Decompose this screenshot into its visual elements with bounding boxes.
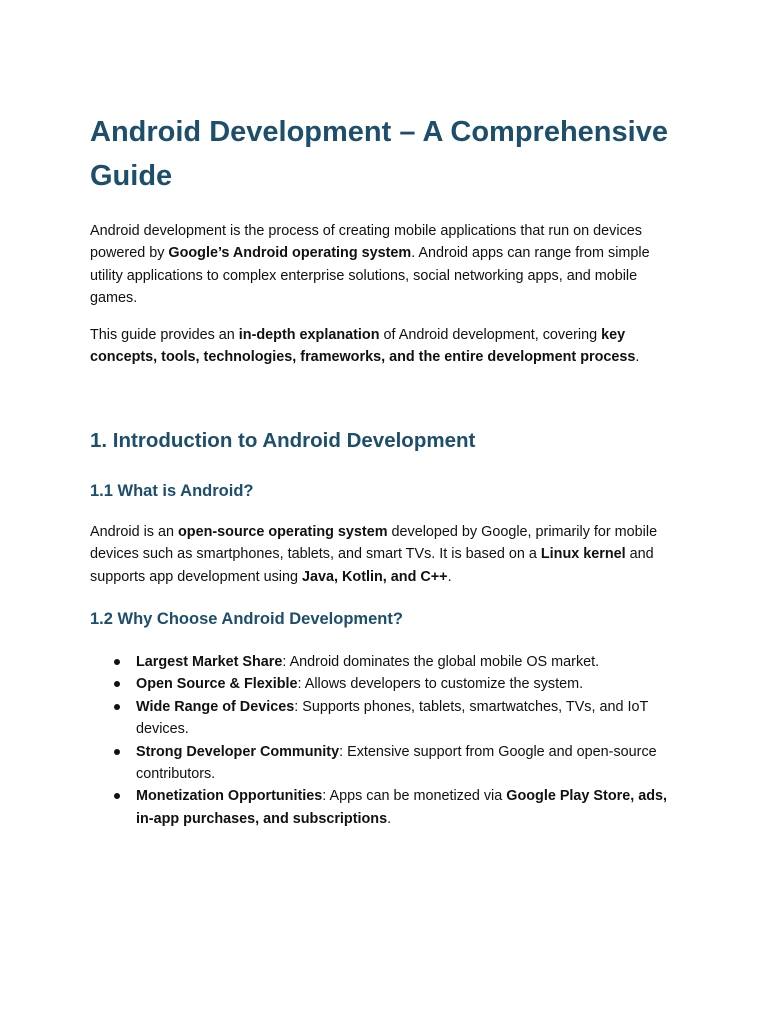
bullet-text: : Android dominates the global mobile OS market. bbox=[282, 654, 600, 670]
what-is-android-bold-1: open-source operating system bbox=[178, 524, 388, 540]
what-is-android-text-2: developed by Google, primarily for mobile devices such as smartphones, tablets, and smart TVs. It is based on a bbox=[90, 524, 658, 563]
list-item bbox=[90, 785, 670, 830]
intro-p1-bold-1: Google’s Android operating system bbox=[168, 245, 412, 262]
bullet-text: : Extensive support from Google and open-source contributors. bbox=[136, 743, 657, 783]
section-1-heading: 1. Introduction to Android Development bbox=[90, 429, 476, 452]
why-android-bullet-list bbox=[90, 651, 670, 830]
intro-p2-text-1: This guide provides an bbox=[90, 327, 239, 343]
bullet-tail: . bbox=[387, 810, 392, 827]
bullet-icon bbox=[114, 704, 120, 710]
list-item bbox=[90, 651, 670, 673]
bullet-text: : Apps can be monetized via bbox=[322, 788, 507, 805]
what-is-android-paragraph bbox=[90, 521, 670, 588]
intro-p2-text-2: of Android development, covering bbox=[379, 327, 602, 343]
bullet-label: Monetization Opportunities bbox=[136, 788, 323, 805]
bullet-icon bbox=[114, 681, 120, 687]
what-is-android-bold-2: Linux kernel bbox=[540, 546, 626, 563]
bullet-bold-extra: Google Play Store, ads, in-app purchases, and subscriptions bbox=[136, 788, 668, 827]
intro-p1-text-1: Android development is the process of creating mobile applications that run on devices powered by bbox=[90, 223, 642, 262]
bullet-label: Strong Developer Community bbox=[136, 743, 340, 760]
section-1-1-heading: 1.1 What is Android? bbox=[90, 482, 254, 500]
bullet-icon bbox=[114, 749, 120, 755]
list-item bbox=[90, 673, 670, 695]
intro-p2-bold-2: key concepts, tools, technologies, frameworks, and the entire development process bbox=[90, 327, 636, 366]
intro-paragraph-1 bbox=[90, 220, 670, 310]
bullet-label: Largest Market Share bbox=[136, 654, 283, 670]
what-is-android-text-4: . bbox=[447, 568, 452, 585]
list-item bbox=[90, 741, 670, 786]
bullet-icon bbox=[114, 659, 120, 665]
document-title: Android Development – A Comprehensive Guide bbox=[90, 116, 668, 192]
what-is-android-bold-3: Java, Kotlin, and C++ bbox=[302, 568, 448, 585]
what-is-android-text-3: and supports app development using bbox=[90, 546, 654, 585]
intro-p1-text-2: . Android apps can range from simple utility applications to complex enterprise solutions, social networking apps, and mobile games. bbox=[90, 245, 650, 307]
bullet-text: : Allows developers to customize the system. bbox=[297, 676, 584, 693]
what-is-android-text-1: Android is an bbox=[90, 524, 178, 540]
intro-paragraph-2 bbox=[90, 324, 670, 369]
intro-p2-text-3: . bbox=[635, 349, 640, 366]
bullet-label: Wide Range of Devices bbox=[136, 698, 295, 715]
bullet-label: Open Source & Flexible bbox=[136, 676, 298, 693]
bullet-text: : Supports phones, tablets, smartwatches, TVs, and IoT devices. bbox=[136, 698, 649, 738]
intro-p2-bold-1: in-depth explanation bbox=[238, 327, 380, 343]
section-1-2-heading: 1.2 Why Choose Android Development? bbox=[90, 610, 403, 628]
bullet-icon bbox=[114, 793, 120, 799]
list-item bbox=[90, 696, 670, 741]
